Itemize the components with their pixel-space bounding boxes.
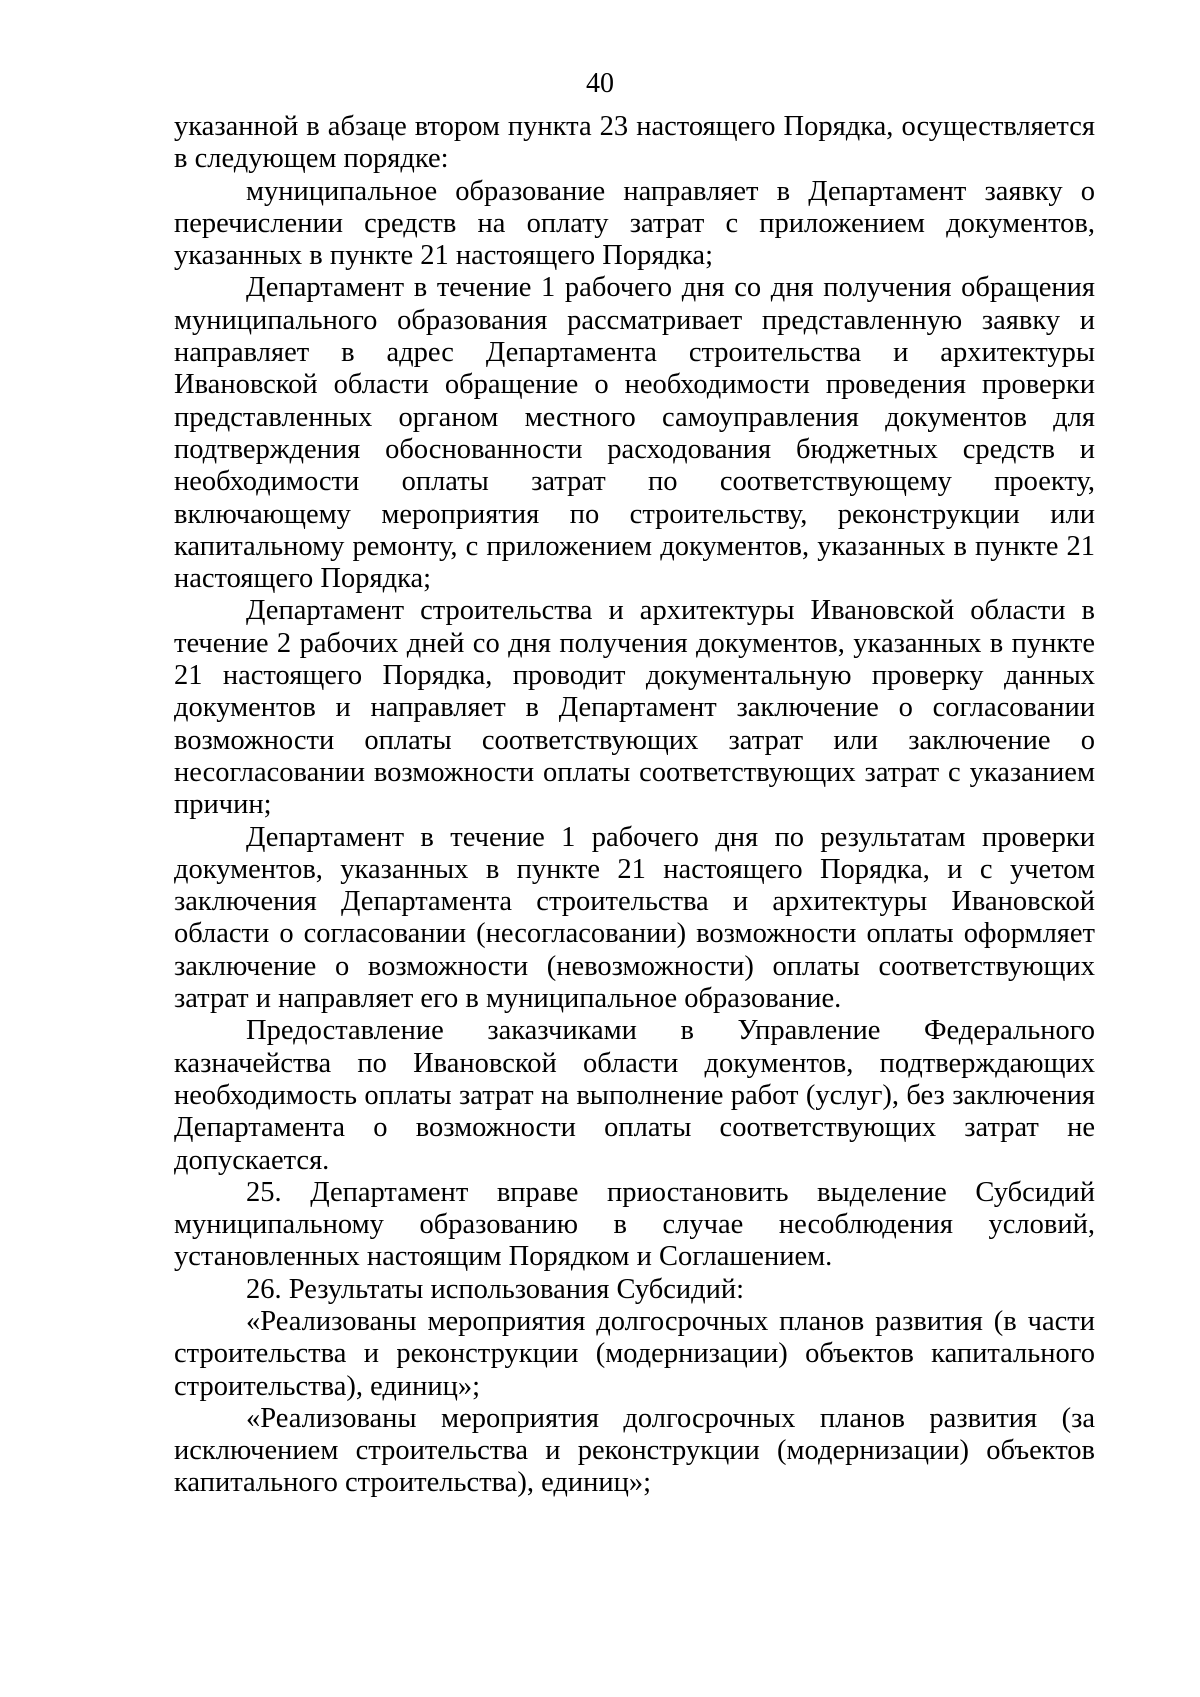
paragraph-department-conclusion: Департамент в течение 1 рабочего дня по результатам проверки документов, указанных в пункте 21 настоящего Порядка, и с учетом заключения Департамента строительства и архитектуры Ивановской области о согласовании (несогласовании) возможности оплаты оформляет заключение о возможности (невозможности) оплаты соответствующих затрат и направляет его в муниципальное образование.	[174, 821, 1095, 1015]
paragraph-continuation: указанной в абзаце втором пункта 23 настоящего Порядка, осуществляется в следующем порядке:	[174, 111, 1095, 175]
paragraph-result-2: «Реализованы мероприятия долгосрочных планов развития (за исключением строительства и реконструкции (модернизации) объектов капитального строительства), единиц»;	[174, 1402, 1095, 1499]
paragraph-request-submission: муниципальное образование направляет в Департамент заявку о перечислении средств на оплату затрат с приложением документов, указанных в пункте 21 настоящего Порядка;	[174, 175, 1095, 272]
paragraph-construction-dept-check: Департамент строительства и архитектуры Ивановской области в течение 2 рабочих дней со дня получения документов, указанных в пункте 21 настоящего Порядка, проводит документальную проверку данных документов и направляет в Департамент заключение о согласовании возможности оплаты соответствующих затрат или заключение о несогласовании возможности оплаты соответствующих затрат с указанием причин;	[174, 595, 1095, 821]
paragraph-result-1: «Реализованы мероприятия долгосрочных планов развития (в части строительства и реконструкции (модернизации) объектов капитального строительства), единиц»;	[174, 1305, 1095, 1402]
paragraph-item-26: 26. Результаты использования Субсидий:	[246, 1273, 745, 1305]
paragraph-item-25: 25. Департамент вправе приостановить выделение Субсидий муниципальному образованию в случае несоблюдения условий, установленных настоящим Порядком и Соглашением.	[174, 1176, 1095, 1273]
page-number: 40	[586, 68, 614, 99]
paragraph-department-review: Департамент в течение 1 рабочего дня со дня получения обращения муниципального образования рассматривает представленную заявку и направляет в адрес Департамента строительства и архитектуры Ивановской области обращение о необходимости проведения проверки представленных органом местного самоуправления документов для подтверждения обоснованности расходования бюджетных средств и необходимости оплаты затрат по соответствующему проекту, включающему мероприятия по строительству, реконструкции или капитальному ремонту, с приложением документов, указанных в пункте 21 настоящего Порядка;	[174, 272, 1095, 595]
document-body	[174, 111, 1095, 1500]
paragraph-treasury-submission: Предоставление заказчиками в Управление Федерального казначейства по Ивановской области документов, подтверждающих необходимость оплаты затрат на выполнение работ (услуг), без заключения Департамента о возможности оплаты соответствующих затрат не допускается.	[174, 1015, 1095, 1176]
